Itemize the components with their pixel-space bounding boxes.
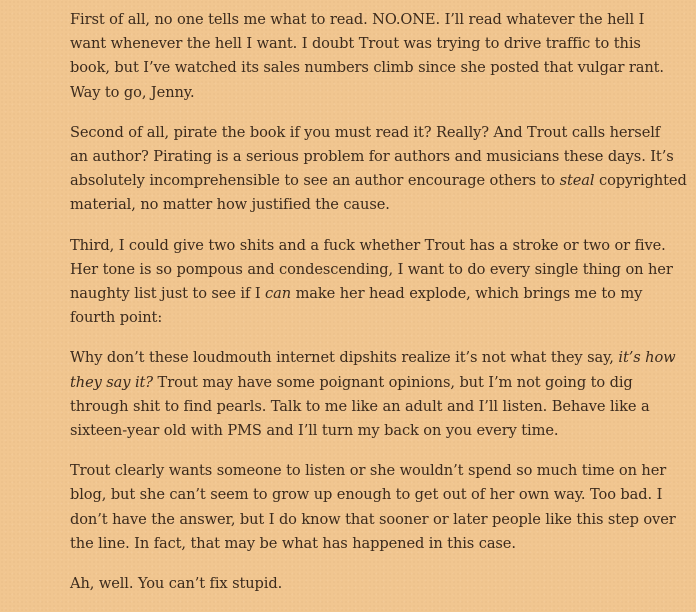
text-segment: Ah, well. You can’t fix stupid. — [70, 575, 283, 593]
text-segment: Why don’t these loudmouth internet dipshits realize it’s not what they say, — [70, 349, 619, 367]
text-segment: Trout clearly wants someone to listen or she wouldn’t spend so much time on her — [70, 462, 667, 480]
text-segment: naughty list just to see if I — [70, 285, 266, 303]
text-segment: book, but I’ve watched its sales numbers climb since she posted that vulgar rant. — [70, 59, 664, 77]
text-segment: Way to go, Jenny. — [70, 83, 195, 101]
emphasis-text: it’s how — [618, 349, 676, 367]
text-segment: don’t have the answer, but I do know that sooner or later people like this step over — [70, 510, 676, 528]
text-segment: Her tone is so pompous and condescending, I want to do every single thing on her — [70, 260, 673, 278]
text-segment: an author? Pirating is a serious problem for authors and musicians these days. It’s — [70, 148, 674, 166]
paragraph-2 — [70, 121, 690, 218]
emphasis-text: steal — [559, 172, 595, 190]
emphasis-text: they say it? — [70, 373, 154, 391]
paragraph-3 — [70, 234, 690, 331]
paragraph-1 — [70, 8, 690, 105]
text-segment: First of all, no one tells me what to read. NO.ONE. I’ll read whatever the hell I — [70, 11, 645, 28]
text-segment: Second of all, pirate the book if you must read it? Really? And Trout calls herself — [70, 123, 661, 141]
text-segment: the line. In fact, that may be what has happened in this case. — [70, 534, 516, 552]
text-segment: Third, I could give two shits and a fuck whether Trout has a stroke or two or five. — [70, 236, 666, 254]
paragraph-5 — [70, 459, 690, 556]
text-segment: Trout may have some poignant opinions, but I’m not going to dig — [153, 373, 633, 391]
text-segment: through shit to find pearls. Talk to me like an adult and I’ll listen. Behave like a — [70, 397, 650, 415]
text-segment: fourth point: — [70, 309, 163, 327]
article-body — [70, 8, 690, 612]
text-segment: blog, but she can’t seem to grow up enough to get out of her own way. Too bad. I — [70, 486, 663, 504]
paragraph-4 — [70, 346, 690, 443]
emphasis-text: can — [265, 285, 292, 303]
text-segment: copyrighted — [594, 172, 687, 190]
text-segment: make her head explode, which brings me to my — [291, 285, 643, 303]
text-segment: want whenever the hell I want. I doubt Trout was trying to drive traffic to this — [70, 35, 641, 53]
text-segment: absolutely incomprehensible to see an author encourage others to — [70, 172, 560, 190]
text-segment: sixteen-year old with PMS and I’ll turn my back on you every time. — [70, 422, 559, 440]
paragraph-6 — [70, 572, 690, 596]
text-segment: material, no matter how justified the cause. — [70, 196, 390, 214]
